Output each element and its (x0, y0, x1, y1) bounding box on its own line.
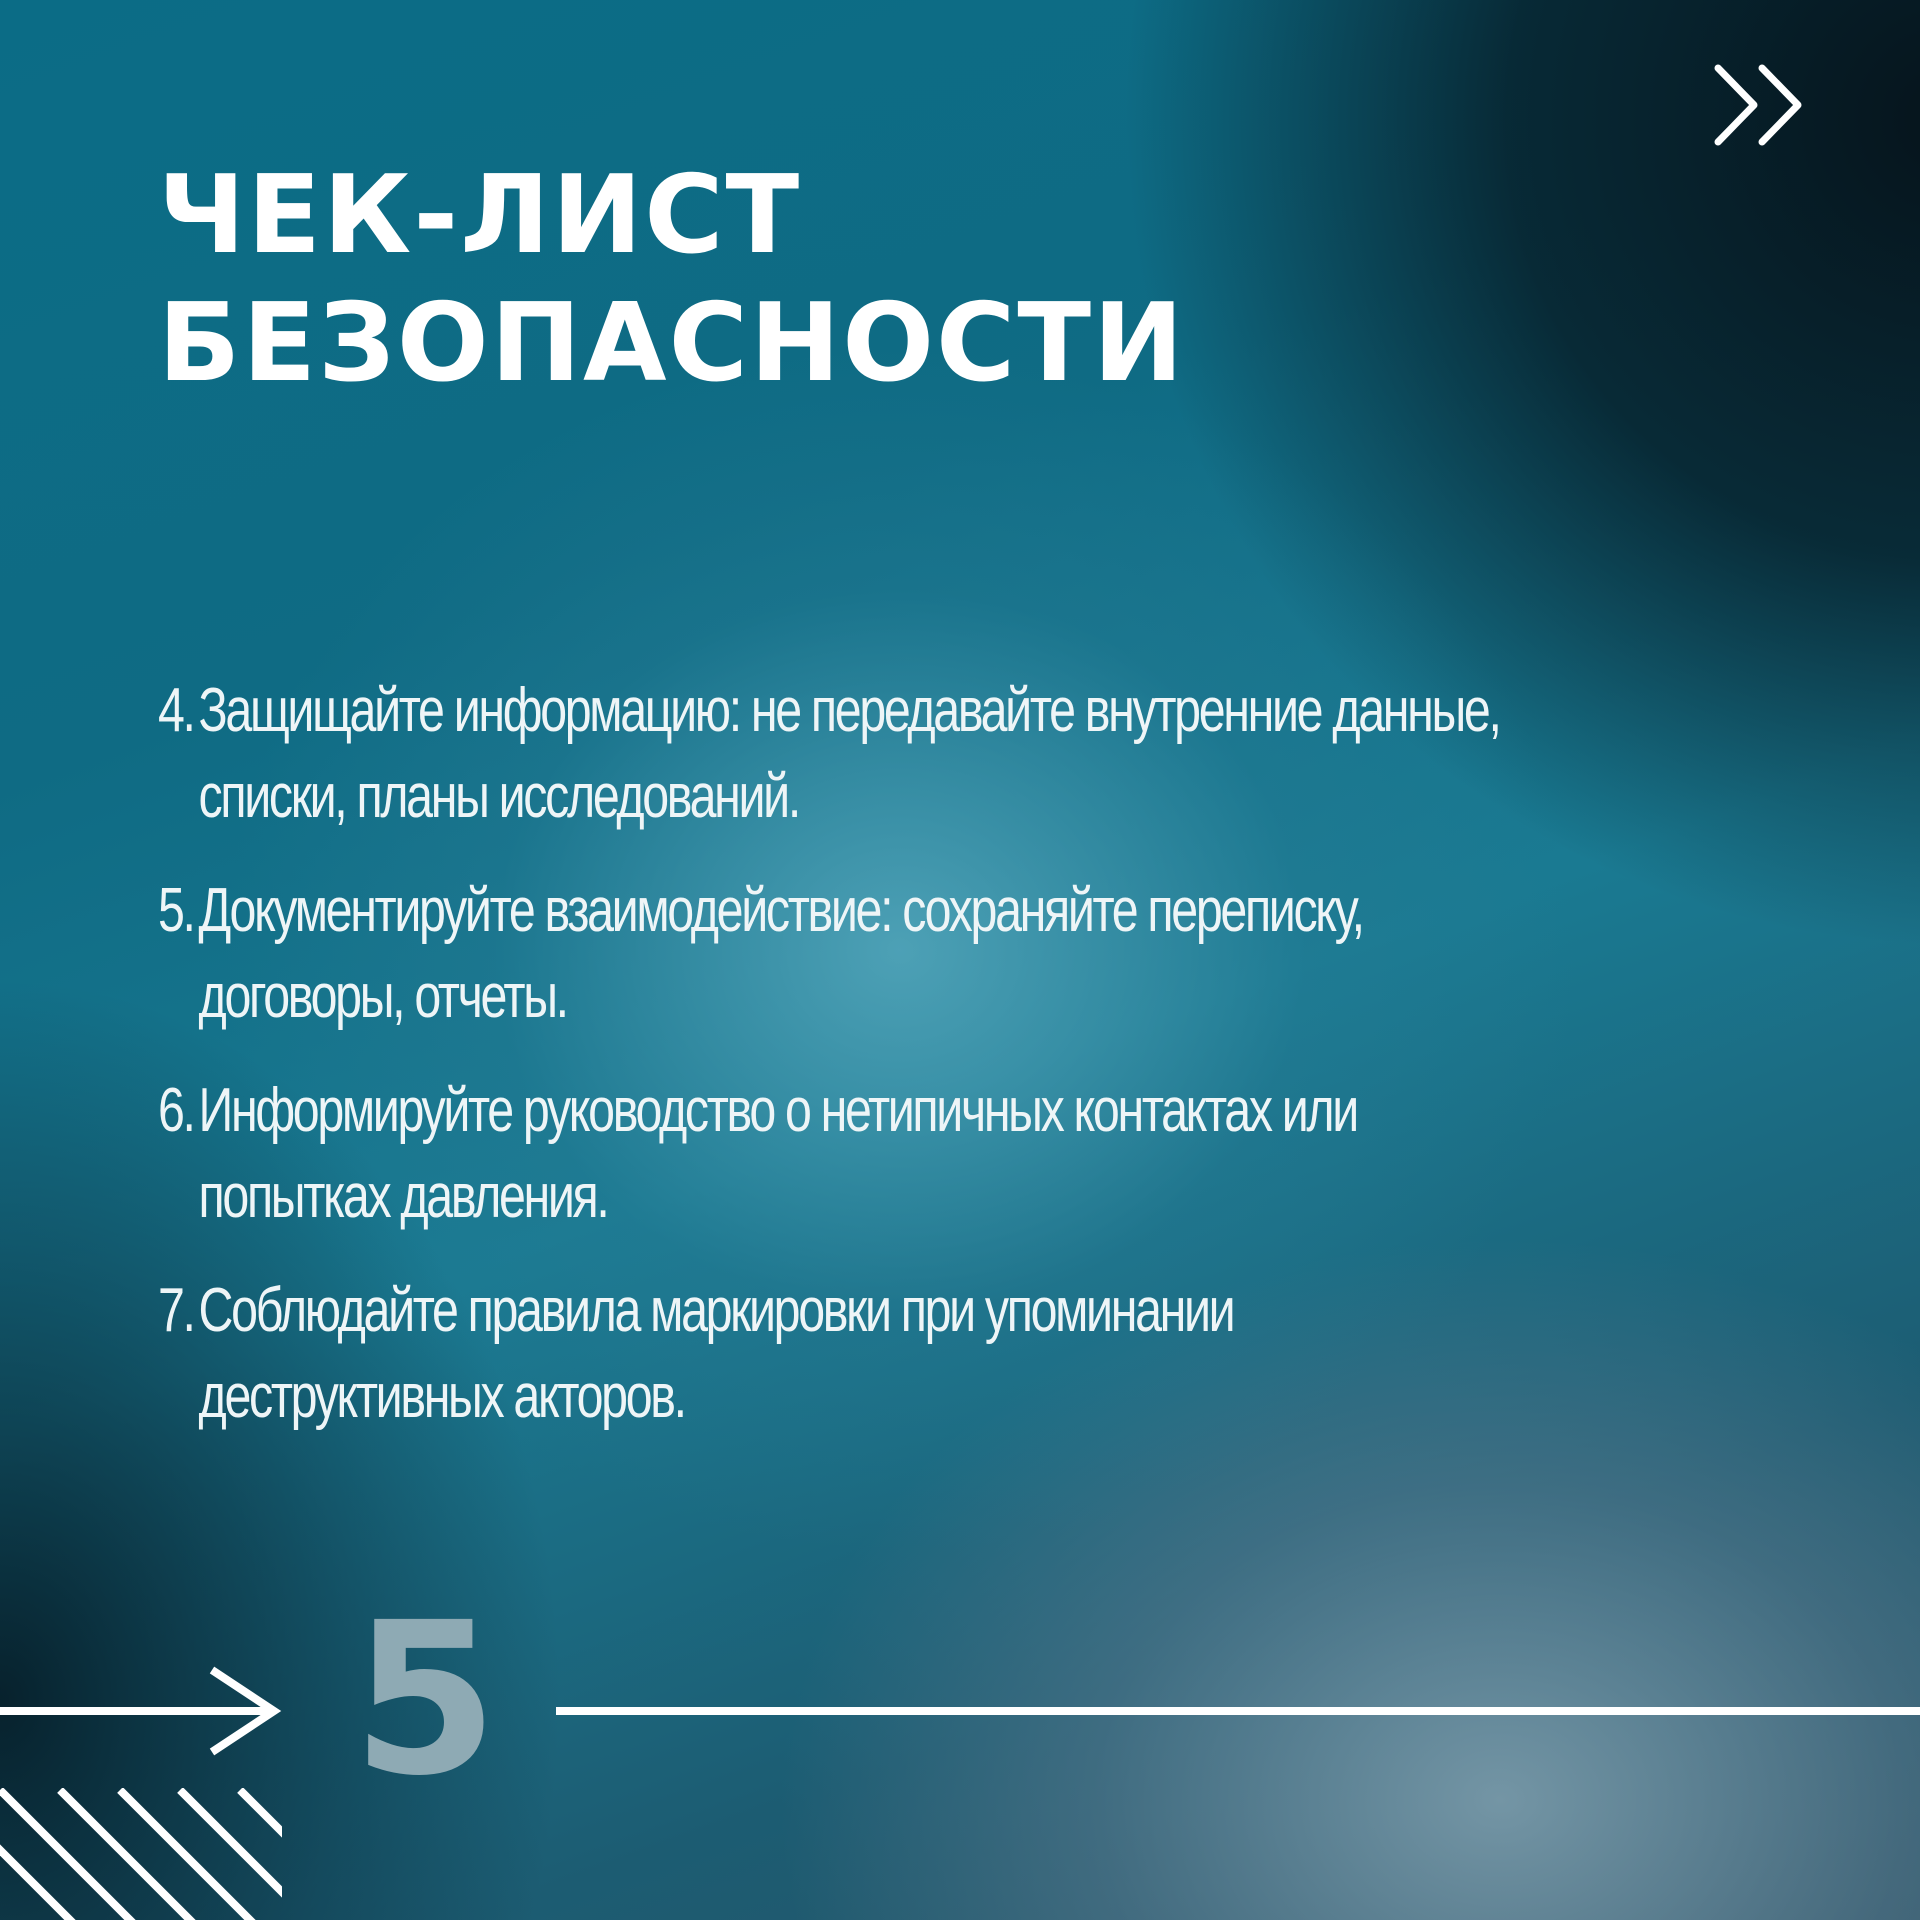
title-line-1: ЧЕК-ЛИСТ (158, 153, 802, 278)
item-number: 5. (158, 876, 194, 945)
title-line-2: БЕЗОПАСНОСТИ (158, 281, 1186, 406)
arrow-right-icon (0, 1670, 274, 1752)
item-text-line-2: попытках давления. (198, 1162, 608, 1231)
item-text-line-1: Защищайте информацию: не передавайте внутренние данные, (198, 676, 1500, 745)
diagonal-stripes-decoration (0, 1790, 390, 1920)
item-text-line-2: договоры, отчеты. (198, 962, 567, 1031)
page-number: 5 (352, 1577, 499, 1822)
item-text-line-1: Соблюдайте правила маркировки при упоминании (198, 1276, 1234, 1345)
item-text-line-1: Информируйте руководство о нетипичных контактах или (198, 1076, 1357, 1145)
item-number: 7. (158, 1276, 194, 1345)
item-number: 6. (158, 1076, 194, 1145)
item-number: 4. (158, 676, 194, 745)
item-text-line-1: Документируйте взаимодействие: сохраняйте переписку, (198, 876, 1363, 945)
item-text-line-2: списки, планы исследований. (198, 762, 799, 831)
item-text-line-2: деструктивных акторов. (198, 1362, 685, 1431)
